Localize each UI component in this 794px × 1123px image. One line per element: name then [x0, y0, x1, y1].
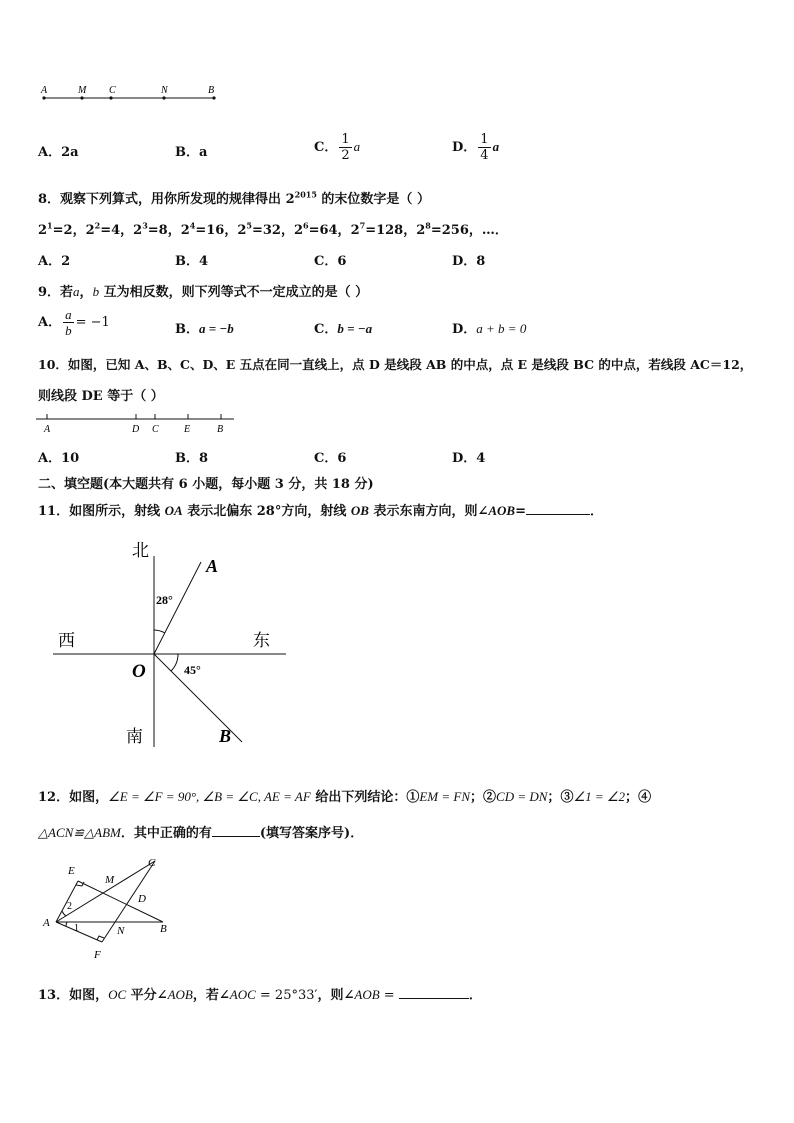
q8-power-6: $2^6=64$， [293, 220, 351, 238]
q11-angle-45-label: 45° [184, 663, 201, 677]
q11-west-label: 西 [58, 631, 75, 650]
q12-answer-blank [212, 836, 260, 837]
q12-label-f: F [94, 949, 101, 961]
q7-label-n: N [161, 85, 168, 96]
q10-option-b: B．8 [175, 451, 209, 466]
q8-power-8: $2^8=256$，…． [416, 220, 508, 238]
q10-option-d: D．4 [452, 451, 486, 466]
q12-stem-line2: △ACN≌△ABM．其中正确的有 (填写答案序号)． [38, 825, 364, 841]
q11-angle-28-label: 28° [156, 593, 173, 607]
q9-option-d: D．a + b = 0 [452, 321, 527, 337]
q13-answer-blank [399, 998, 469, 999]
q11-ray-a-label: A [206, 556, 219, 576]
q8-option-b: B．4 [175, 254, 209, 269]
q8-power-4: $2^4=16$， [180, 220, 238, 238]
q8-option-c: C．6 [314, 254, 347, 269]
q12-label-b: B [160, 923, 167, 935]
q10-label-c: C [152, 424, 159, 435]
q11-answer-blank [526, 514, 590, 515]
q11-compass-figure [48, 532, 298, 757]
q9-option-c: C．b = −a [314, 321, 373, 337]
q11-east-label: 东 [253, 631, 270, 650]
q8-power-7: $2^7=128$， [350, 220, 417, 238]
q9-option-a: A． $\frac{a}{b}$ = −1 [38, 307, 110, 338]
q12-geometry-figure [38, 852, 183, 964]
q10-option-c: C．6 [314, 451, 347, 466]
q12-label-1: 1 [74, 923, 79, 934]
q7-label-a: A [41, 85, 48, 96]
q11-south-label: 南 [126, 727, 143, 746]
q11-north-label: 北 [132, 541, 149, 560]
q12-stem-line1: 12．如图，∠E = ∠F = 90°, ∠B = ∠C, AE = AF 给出下列结论：①EM = FN；②CD = DN；③∠1 = ∠2；④ [38, 789, 652, 805]
q7-segment-figure [36, 82, 226, 106]
q11-ray-b-label: B [219, 726, 232, 746]
q11-stem: 11．如图所示，射线 OA 表示北偏东 28°方向，射线 OB 表示东南方向，则∠AOB= ． [38, 503, 603, 519]
q11-origin-label: O [132, 661, 146, 682]
q8-option-a: A．2 [38, 254, 71, 269]
q7-label-c: C [109, 85, 116, 96]
q12-label-d: D [138, 893, 146, 905]
q10-label-b: B [217, 424, 224, 435]
q13-stem: 13．如图，OC 平分∠AOB，若∠AOC = 25°33′，则∠AOB = ． [38, 987, 482, 1003]
q8-power-1: $2^1=2$， [38, 220, 86, 238]
q10-stem-line2: 则线段 DE 等于（ ） [38, 389, 164, 404]
q12-label-2: 2 [67, 901, 72, 912]
q12-label-e: E [68, 865, 75, 877]
section-heading: 二、填空题(本大题共有 6 小题，每小题 3 分，共 18 分) [38, 477, 374, 492]
q8-power-2: $2^2=4$， [85, 220, 134, 238]
q7-label-b: B [208, 85, 215, 96]
q8-option-d: D．8 [452, 254, 486, 269]
q10-label-a: A [44, 424, 51, 435]
q7-label-m: M [78, 85, 87, 96]
q8-powers [38, 219, 508, 238]
q9-option-b: B．a = −b [175, 321, 234, 337]
q8-power-5: $2^5=32$， [237, 220, 294, 238]
q8-power-3: $2^3=8$， [133, 220, 181, 238]
q10-label-e: E [184, 424, 191, 435]
q7-option-c: C． $\frac{1}{2}$ a [314, 132, 361, 163]
q7-option-d: D． $\frac{1}{4}$ a [452, 132, 500, 163]
q9-stem: 9．若a，b 互为相反数，则下列等式不一定成立的是（ ） [38, 284, 369, 300]
q12-label-n: N [117, 925, 125, 937]
q8-stem: 8．观察下列算式，用你所发现的规律得出 $2^{2015}$ 的末位数字是（ ） [38, 189, 430, 207]
q10-label-d: D [132, 424, 140, 435]
q7-option-a: A．2a [38, 145, 79, 160]
q10-option-a: A．10 [38, 451, 80, 466]
q7-option-b: B．a [175, 145, 208, 160]
q12-label-a: A [43, 917, 50, 929]
q12-label-m: M [105, 874, 115, 886]
q10-segment-figure [36, 410, 240, 436]
q10-stem-line1: 10．如图，已知 A、B、C、D、E 五点在同一直线上，点 D 是线段 AB 的中点，点 E 是线段 BC 的中点，若线段 AC＝12， [38, 357, 753, 372]
q12-label-c: C [148, 857, 156, 869]
